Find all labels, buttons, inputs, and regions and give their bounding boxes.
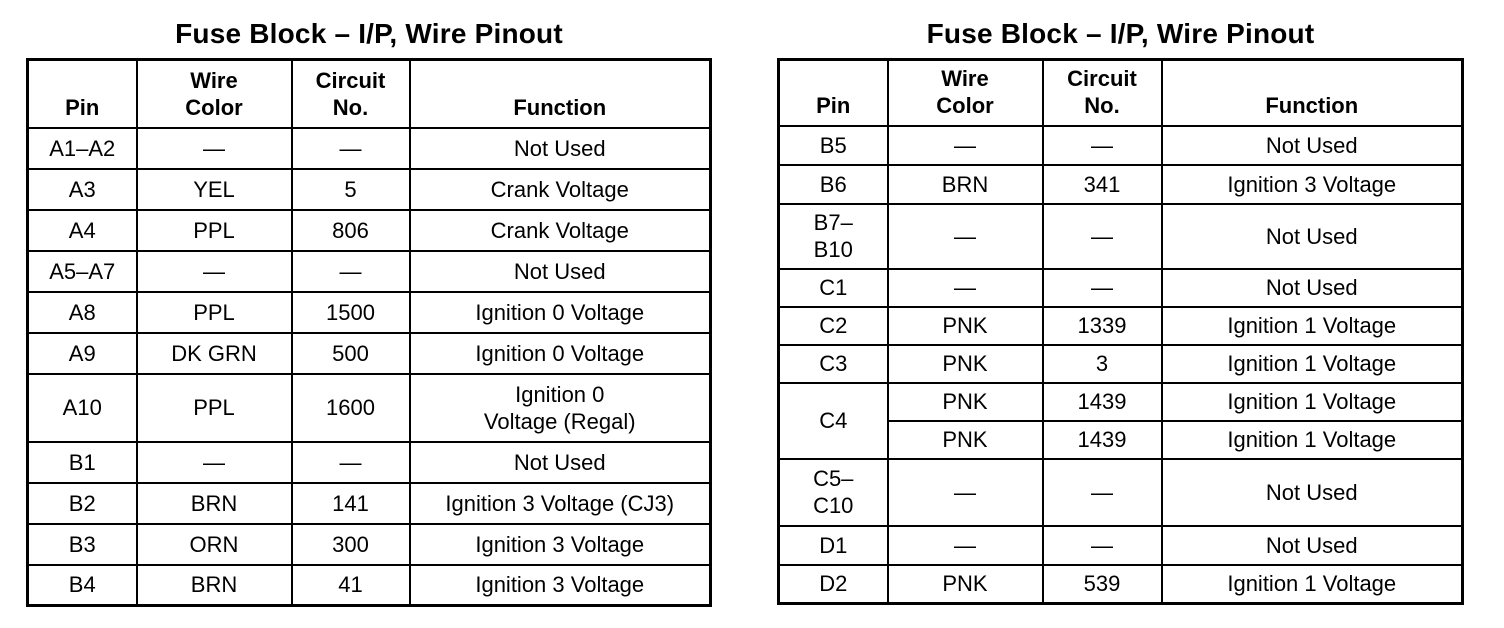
table-row	[779, 165, 1463, 204]
header-wire-color: Wire Color	[137, 60, 292, 128]
wire-color-cell: PNK	[888, 383, 1043, 421]
wire-color-cell: —	[137, 442, 292, 483]
table-title: Fuse Block – I/P, Wire Pinout	[926, 18, 1315, 49]
wire-color-cell: PNK	[888, 345, 1043, 383]
pin-cell: A10	[28, 374, 137, 442]
circuit-cell: —	[1043, 126, 1162, 165]
pinout-table-right	[777, 58, 1464, 605]
header-row	[779, 60, 1463, 126]
wire-color-cell: DK GRN	[137, 333, 292, 374]
pin-cell: C5– C10	[779, 459, 888, 526]
circuit-cell: 1600	[292, 374, 410, 442]
function-cell: Ignition 3 Voltage	[1162, 165, 1463, 204]
wire-color-cell: ORN	[137, 524, 292, 565]
function-cell: Crank Voltage	[410, 169, 711, 210]
pin-cell: A4	[28, 210, 137, 251]
function-cell: Ignition 0 Voltage	[410, 292, 711, 333]
wire-color-cell: —	[888, 526, 1043, 565]
pin-cell: D1	[779, 526, 888, 565]
function-cell: Not Used	[1162, 269, 1463, 307]
circuit-cell: —	[1043, 204, 1162, 269]
table-row	[28, 292, 711, 333]
wire-color-cell: —	[888, 204, 1043, 269]
table-row	[779, 307, 1463, 345]
pin-cell: B3	[28, 524, 137, 565]
table-row	[28, 333, 711, 374]
pin-cell: A1–A2	[28, 128, 137, 169]
function-cell: Not Used	[1162, 126, 1463, 165]
circuit-cell: —	[292, 251, 410, 292]
function-cell: Not Used	[410, 128, 711, 169]
pin-cell: B4	[28, 565, 137, 606]
table-row	[28, 524, 711, 565]
table-row	[779, 204, 1463, 269]
wire-color-cell: —	[137, 251, 292, 292]
header-pin: Pin	[28, 60, 137, 128]
function-cell: Not Used	[410, 442, 711, 483]
table-row	[779, 565, 1463, 604]
table-row	[28, 251, 711, 292]
function-cell: Not Used	[410, 251, 711, 292]
function-cell: Ignition 1 Voltage	[1162, 565, 1463, 604]
pinout-panel-right	[777, 0, 1464, 605]
table-row	[28, 128, 711, 169]
header-function: Function	[410, 60, 711, 128]
pin-cell: B5	[779, 126, 888, 165]
circuit-cell: —	[1043, 459, 1162, 526]
wire-color-cell: —	[888, 126, 1043, 165]
wire-color-cell: YEL	[137, 169, 292, 210]
pin-cell: B2	[28, 483, 137, 524]
circuit-cell: 1439	[1043, 421, 1162, 459]
header-row	[28, 60, 711, 128]
table-row	[779, 345, 1463, 383]
wire-color-cell: —	[888, 269, 1043, 307]
circuit-cell: —	[292, 128, 410, 169]
pin-cell: B6	[779, 165, 888, 204]
table-row	[28, 374, 711, 442]
table-row	[28, 565, 711, 606]
pin-cell: A9	[28, 333, 137, 374]
circuit-cell: 1439	[1043, 383, 1162, 421]
header-circuit-no: Circuit No.	[1043, 60, 1162, 126]
function-cell: Not Used	[1162, 526, 1463, 565]
function-cell: Ignition 1 Voltage	[1162, 345, 1463, 383]
function-cell: Not Used	[1162, 459, 1463, 526]
pinout-table-left	[26, 58, 712, 607]
function-cell: Ignition 3 Voltage	[410, 524, 711, 565]
circuit-cell: —	[292, 442, 410, 483]
circuit-cell: 500	[292, 333, 410, 374]
table-row	[28, 483, 711, 524]
pin-cell: C3	[779, 345, 888, 383]
circuit-cell: 141	[292, 483, 410, 524]
function-cell: Ignition 0 Voltage (Regal)	[410, 374, 711, 442]
table-row	[779, 459, 1463, 526]
table-row	[28, 210, 711, 251]
pin-cell: C1	[779, 269, 888, 307]
circuit-cell: 300	[292, 524, 410, 565]
header-function: Function	[1162, 60, 1463, 126]
wire-color-cell: PPL	[137, 292, 292, 333]
circuit-cell: 806	[292, 210, 410, 251]
function-cell: Ignition 0 Voltage	[410, 333, 711, 374]
function-cell: Ignition 1 Voltage	[1162, 383, 1463, 421]
pin-cell: A3	[28, 169, 137, 210]
circuit-cell: —	[1043, 269, 1162, 307]
wire-color-cell: PNK	[888, 565, 1043, 604]
function-cell: Ignition 1 Voltage	[1162, 307, 1463, 345]
wire-color-cell: BRN	[888, 165, 1043, 204]
circuit-cell: 539	[1043, 565, 1162, 604]
pin-cell: C4	[779, 383, 888, 459]
wire-color-cell: —	[888, 459, 1043, 526]
pin-cell: A5–A7	[28, 251, 137, 292]
circuit-cell: 5	[292, 169, 410, 210]
pinout-panel-left	[26, 0, 712, 607]
pin-cell: C2	[779, 307, 888, 345]
table-row	[779, 126, 1463, 165]
circuit-cell: 1339	[1043, 307, 1162, 345]
table-row	[779, 269, 1463, 307]
circuit-cell: —	[1043, 526, 1162, 565]
wire-color-cell: BRN	[137, 483, 292, 524]
circuit-cell: 41	[292, 565, 410, 606]
circuit-cell: 3	[1043, 345, 1162, 383]
header-wire-color: Wire Color	[888, 60, 1043, 126]
table-row	[28, 169, 711, 210]
table-row	[28, 442, 711, 483]
function-cell: Ignition 3 Voltage	[410, 565, 711, 606]
pin-cell: B7– B10	[779, 204, 888, 269]
function-cell: Ignition 1 Voltage	[1162, 421, 1463, 459]
header-circuit-no: Circuit No.	[292, 60, 410, 128]
wire-color-cell: BRN	[137, 565, 292, 606]
wire-color-cell: PPL	[137, 210, 292, 251]
circuit-cell: 341	[1043, 165, 1162, 204]
table-row	[779, 526, 1463, 565]
function-cell: Not Used	[1162, 204, 1463, 269]
wire-color-cell: PPL	[137, 374, 292, 442]
wire-color-cell: —	[137, 128, 292, 169]
circuit-cell: 1500	[292, 292, 410, 333]
pin-cell: D2	[779, 565, 888, 604]
pin-cell: A8	[28, 292, 137, 333]
wire-color-cell: PNK	[888, 307, 1043, 345]
header-pin: Pin	[779, 60, 888, 126]
table-row	[779, 383, 1463, 421]
function-cell: Ignition 3 Voltage (CJ3)	[410, 483, 711, 524]
table-title: Fuse Block – I/P, Wire Pinout	[175, 18, 563, 49]
wire-color-cell: PNK	[888, 421, 1043, 459]
pin-cell: B1	[28, 442, 137, 483]
function-cell: Crank Voltage	[410, 210, 711, 251]
